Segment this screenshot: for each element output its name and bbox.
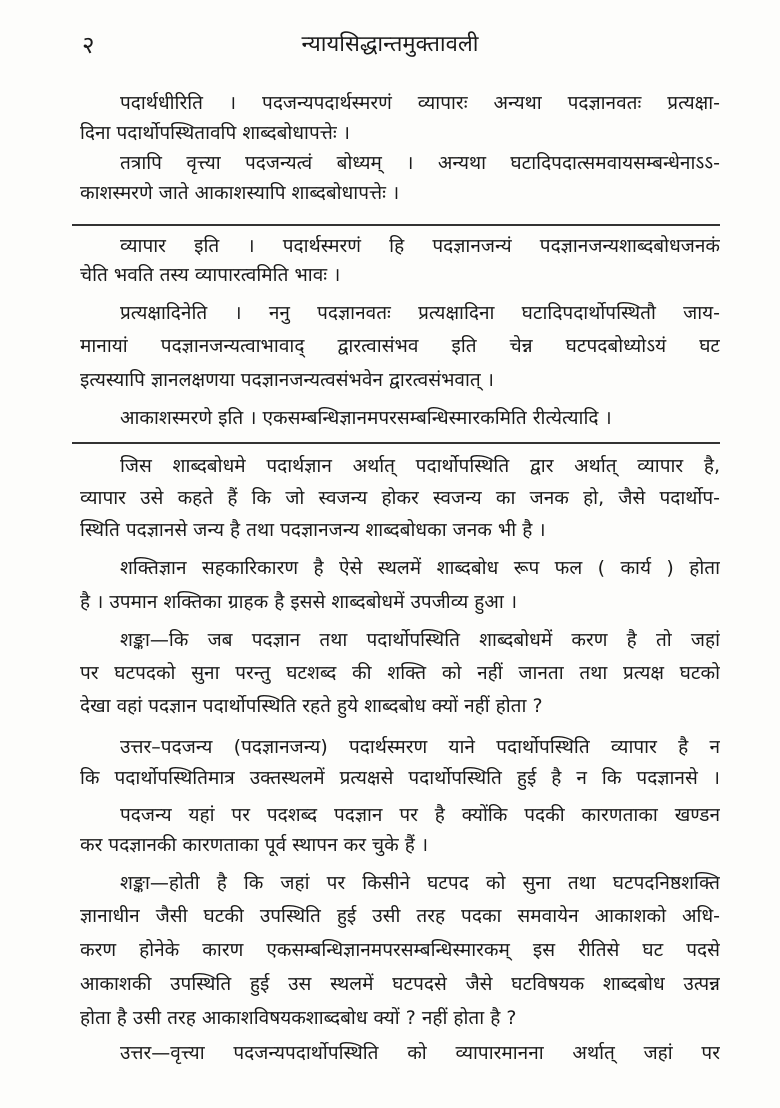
text-line: आकाशकी उपस्थिति हुई उस स्थलमें घटपदसे जैसे घटविषयक शाब्दबोध उत्पन्न bbox=[80, 973, 720, 995]
text-line: देखा वहां पदज्ञान पदार्थोपस्थिति रहते हुये शाब्दबोध क्यों नहीं होता ? bbox=[80, 695, 543, 717]
text-line: व्यापार उसे कहते हैं कि जो स्वजन्य होकर स्वजन्य का जनक हो, जैसे पदार्थोप- bbox=[80, 487, 720, 509]
text-line: ज्ञानाधीन जैसी घटकी उपस्थिति हुई उसी तरह पदका समवायेन आकाशको अधि- bbox=[80, 905, 720, 927]
text-line: काशस्मरणे जाते आकाशस्यापि शाब्दबोधापत्तेः । bbox=[80, 182, 400, 204]
text-line: शङ्का—होती है कि जहां पर किसीने घटपद को सुना तथा घटपदनिष्ठशक्ति bbox=[120, 872, 720, 894]
text-line: व्यापार इति । पदार्थस्मरणं हि पदज्ञानजन्यं पदज्ञानजन्यशाब्दबोधजनकं bbox=[120, 235, 720, 257]
divider bbox=[72, 442, 720, 444]
text-line: है । उपमान शक्तिका ग्राहक है इससे शाब्दबोधमें उपजीव्य हुआ । bbox=[80, 591, 518, 613]
text-line: होता है उसी तरह आकाशविषयकशाब्दबोध क्यों ? नहीं होता है ? bbox=[80, 1007, 517, 1029]
text-line: पदार्थधीरिति । पदजन्यपदार्थस्मरणं व्यापारः अन्यथा पदज्ञानवतः प्रत्यक्षा- bbox=[120, 92, 720, 114]
text-line: पर घटपदको सुना परन्तु घटशब्द की शक्ति को नहीं जानता तथा प्रत्यक्ष घटको bbox=[80, 662, 720, 684]
text-line: प्रत्यक्षादिनेति । ननु पदज्ञानवतः प्रत्यक्षादिना घटादिपदार्थोपस्थितौ जाय- bbox=[120, 302, 720, 324]
text-line: करण होनेके कारण एकसम्बन्धिज्ञानमपरसम्बन्धिस्मारकम् इस रीतिसे घट पदसे bbox=[80, 939, 720, 961]
text-line: उत्तर—वृत्त्या पदजन्यपदार्थोपस्थिति को व्यापारमानना अर्थात् जहां पर bbox=[120, 1042, 720, 1064]
text-line: दिना पदार्थोपस्थितावपि शाब्दबोधापत्तेः । bbox=[80, 122, 350, 144]
text-line: तत्रापि वृत्त्या पदजन्यत्वं बोध्यम् । अन्यथा घटादिपदात्समवायसम्बन्धेनाऽऽ- bbox=[120, 152, 720, 174]
divider bbox=[72, 224, 720, 226]
text-line: कर पदज्ञानकी कारणताका पूर्व स्थापन कर चुके हैं । bbox=[80, 834, 429, 856]
running-title: न्यायसिद्धान्तमुक्तावली bbox=[301, 32, 479, 57]
text-line: आकाशस्मरणे इति । एकसम्बन्धिज्ञानमपरसम्बन्धिस्मारकमिति रीत्येत्यादि । bbox=[120, 407, 612, 429]
text-line: स्थिति पदज्ञानसे जन्य है तथा पदज्ञानजन्य शाब्दबोधका जनक भी है । bbox=[80, 519, 546, 541]
text-line: पदजन्य यहां पर पदशब्द पदज्ञान पर है क्योंकि पदकी कारणताका खण्डन bbox=[120, 804, 720, 826]
page-number: २ bbox=[82, 31, 95, 59]
text-line: मानायां पदज्ञानजन्यत्वाभावाद् द्वारत्वासंभव इति चेन्न घटपदबोध्योऽयं घट bbox=[80, 335, 720, 357]
text-line: शक्तिज्ञान सहकारिकारण है ऐसे स्थलमें शाब्दबोध रूप फल ( कार्य ) होता bbox=[120, 557, 720, 579]
text-line: उत्तर–पदजन्य (पदज्ञानजन्य) पदार्थस्मरण याने पदार्थोपस्थिति व्यापार है न bbox=[120, 736, 720, 758]
text-line: जिस शाब्दबोधमे पदार्थज्ञान अर्थात् पदार्थोपस्थिति द्वार अर्थात् व्यापार है, bbox=[120, 455, 720, 477]
text-line: इत्यस्यापि ज्ञानलक्षणया पदज्ञानजन्यत्वसंभवेन द्वारत्वसंभवात् । bbox=[80, 369, 494, 391]
text-line: चेति भवति तस्य व्यापारत्वमिति भावः । bbox=[80, 264, 341, 286]
text-line: शङ्का—कि जब पदज्ञान तथा पदार्थोपस्थिति शाब्दबोधमें करण है तो जहां bbox=[120, 629, 720, 651]
text-line: कि पदार्थोपस्थितिमात्र उक्तस्थलमें प्रत्यक्षसे पदार्थोपस्थिति हुई है न कि पदज्ञानसे । bbox=[80, 767, 720, 789]
